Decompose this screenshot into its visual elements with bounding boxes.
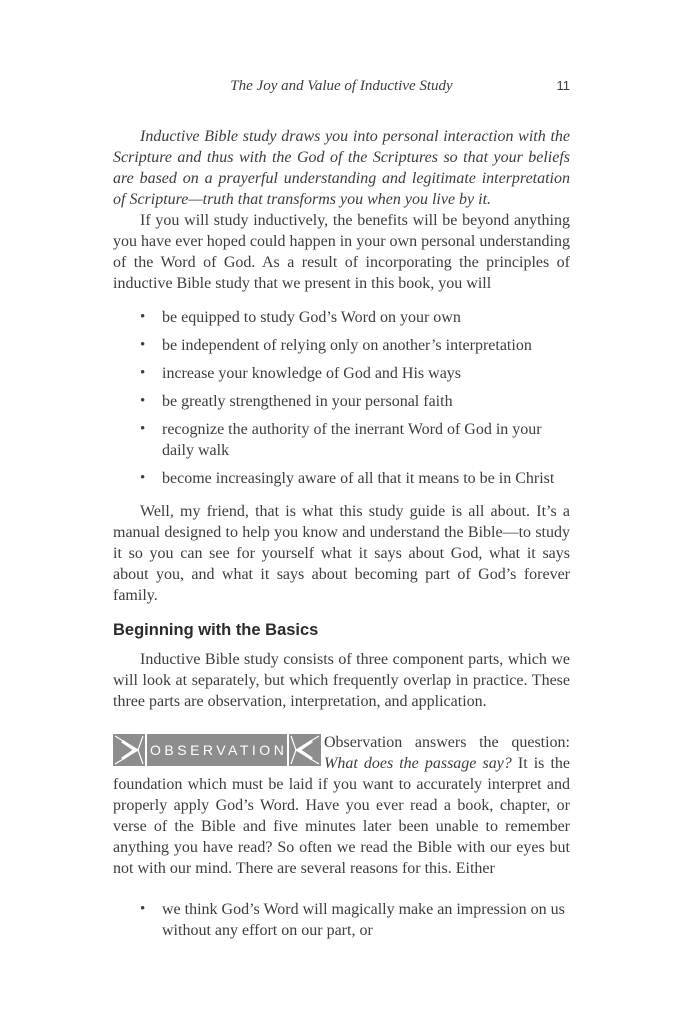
- page-content: [113, 126, 570, 941]
- list-item-text: increase your knowledge of God and His ways: [162, 365, 462, 382]
- list-item: [113, 391, 570, 412]
- quote-paragraph: Inductive Bible study draws you into personal interaction with the Scripture and thus with the God of the Scriptures so that your beliefs are based on a prayerful understanding and legitimate interpretation of Scripture—truth that transforms you when you live by it.: [113, 128, 570, 208]
- list-item: [113, 363, 570, 384]
- bullet-icon: •: [140, 421, 146, 437]
- list-item: [113, 335, 570, 356]
- summary-paragraph: Well, my friend, that is what this study guide is all about. It’s a manual designed to help you know and understand the Bible—to study it so you can see for yourself what it says about God, what it says about you, and what it says about becoming part of God’s forever family.: [113, 503, 570, 604]
- bullet-icon: •: [140, 901, 146, 917]
- observation-question-italic: What does the passage say?: [324, 755, 512, 772]
- observation-badge: [113, 734, 310, 766]
- list-item: [113, 468, 570, 489]
- components-paragraph: Inductive Bible study consists of three component parts, which we will look at separately, but which frequently overlap in practice. These three parts are observation, interpretation, and application.: [113, 651, 570, 710]
- list-item: [113, 307, 570, 328]
- benefits-list: [113, 307, 570, 489]
- running-title: The Joy and Value of Inductive Study: [230, 78, 453, 94]
- reasons-list: [113, 899, 570, 941]
- bullet-icon: •: [140, 365, 146, 381]
- section-heading: Beginning with the Basics: [113, 621, 319, 639]
- list-item-text: we think God’s Word will magically make an impression on us without any effort on our part, or: [162, 901, 565, 939]
- list-item-text: become increasingly aware of all that it means to be in Christ: [162, 470, 555, 487]
- intro-paragraph: If you will study inductively, the benefits will be beyond anything you have ever hoped could happen in your own personal understanding of the Word of God. As a result of incorporating the principles of inductive Bible study that we present in this book, you will: [113, 212, 570, 292]
- bullet-icon: •: [140, 393, 146, 409]
- observation-lead-text: Observation answers the question:: [324, 734, 570, 751]
- list-item: [113, 419, 570, 461]
- bullet-icon: •: [140, 309, 146, 325]
- list-item-text: be greatly strengthened in your personal faith: [162, 393, 453, 410]
- observation-paragraph: [113, 732, 570, 879]
- list-item-text: be independent of relying only on another’s interpretation: [162, 337, 532, 354]
- observation-badge-label: OBSERVATION: [147, 734, 287, 766]
- running-header: [113, 0, 570, 95]
- page-number: 11: [556, 78, 570, 93]
- list-item-text: recognize the authority of the inerrant Word of God in your daily walk: [162, 421, 542, 459]
- chevron-left-ornament-icon: [289, 734, 321, 766]
- bullet-icon: •: [140, 470, 146, 486]
- chevron-right-ornament-icon: [113, 734, 145, 766]
- list-item-text: be equipped to study God’s Word on your own: [162, 309, 461, 326]
- observation-rest-text: It is the foundation which must be laid if you want to accurately interpret and properly apply God’s Word. Have you ever read a book, chapter, or verse of the Bible and five minutes later been unable to remember anything you have read? So often we read the Bible with our eyes but not with our mind. There are several reasons for this. Either: [113, 755, 571, 877]
- bullet-icon: •: [140, 337, 146, 353]
- list-item: [113, 899, 570, 941]
